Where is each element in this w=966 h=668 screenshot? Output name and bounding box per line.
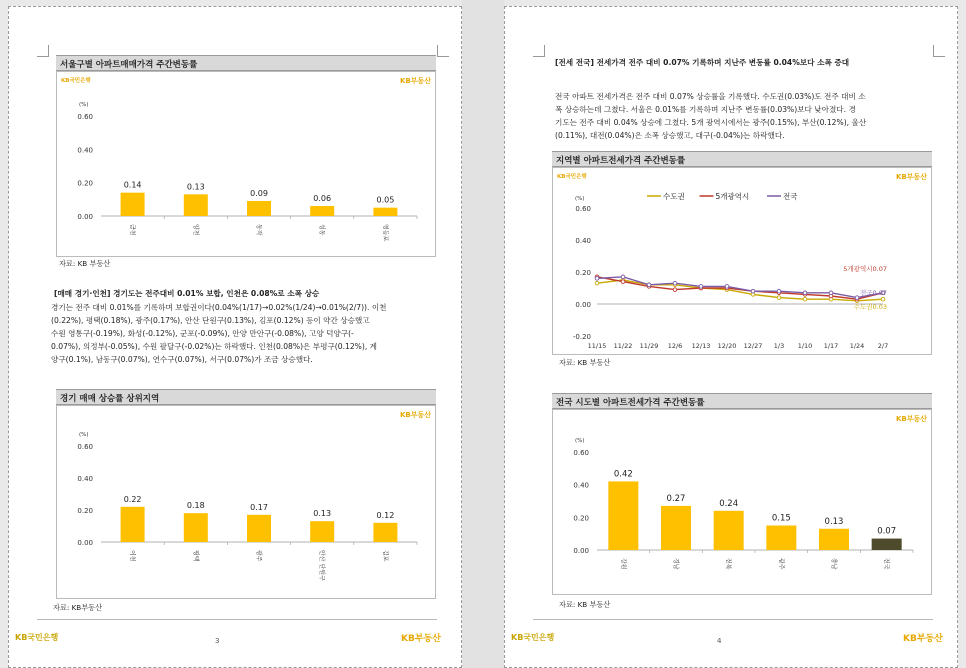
series-line xyxy=(597,277,883,299)
x-tick-label: 광주 xyxy=(255,550,262,562)
bar xyxy=(310,521,334,542)
data-label: 0.27 xyxy=(666,493,686,504)
chart4-box xyxy=(552,409,932,595)
para-line: 경기는 전주 대비 0.01%를 기록하며 보합권이다(0.04%(1/17)→0.02%(1/24)→0.01%(2/7)). 이천 xyxy=(51,303,387,312)
margin-corner-mark xyxy=(437,45,449,57)
kb-realestate-logo: KB부동산 xyxy=(895,173,927,181)
kb-realestate-logo: KB부동산 xyxy=(399,411,431,419)
y-tick-label: 0.40 xyxy=(77,475,93,483)
y-axis-unit: (%) xyxy=(79,102,89,108)
bar xyxy=(121,193,145,216)
bar xyxy=(714,511,744,550)
para-line: 수원 영통구(-0.19%), 화성(-0.12%), 군포(-0.09%), 안양 만안구(-0.08%), 고양 덕양구(- xyxy=(51,329,354,338)
series-point xyxy=(621,280,625,284)
x-tick-label: 11/22 xyxy=(613,342,633,350)
bar xyxy=(373,208,397,216)
legend-label: 전국 xyxy=(783,192,798,201)
series-point xyxy=(699,285,703,289)
page-gap xyxy=(462,0,504,668)
data-label: 0.06 xyxy=(313,194,332,203)
bar xyxy=(184,513,208,542)
data-label: 0.14 xyxy=(123,180,142,190)
series-end-label: 수도권0.03 xyxy=(853,303,887,312)
kb-realestate-logo: KB부동산 xyxy=(895,415,927,423)
y-tick-label: 0.20 xyxy=(575,269,591,277)
chart1-bar-chart xyxy=(57,72,435,256)
footer-kb-bank: KB국민은행 xyxy=(511,633,555,642)
bar xyxy=(247,515,271,542)
bar xyxy=(184,194,208,216)
data-label: 0.07 xyxy=(877,526,897,537)
chart2-bar-chart xyxy=(57,406,435,598)
y-tick-label: 0.40 xyxy=(77,146,93,155)
series-point xyxy=(777,296,781,300)
footer-kb-bank: KB국민은행 xyxy=(15,633,59,642)
footer-rule xyxy=(533,619,933,620)
series-point xyxy=(725,285,729,289)
x-tick-label: 12/27 xyxy=(743,342,763,350)
x-tick-label: 12/20 xyxy=(717,342,737,350)
series-point xyxy=(595,277,599,281)
document-page-4 xyxy=(504,6,958,668)
bar xyxy=(661,506,691,550)
legend-label: 수도권 xyxy=(663,192,685,201)
y-tick-label: 0.40 xyxy=(573,481,589,490)
x-tick-label: 1/3 xyxy=(773,342,785,350)
x-tick-label: 이천 xyxy=(128,550,136,562)
series-line xyxy=(597,277,883,298)
data-label: 0.13 xyxy=(824,516,844,527)
section-title-jeonse: [전세 전국] 전세가격 전주 대비 0.07% 기록하며 지난주 변동률 0.04%보다 소폭 증대 xyxy=(555,58,850,67)
x-tick-label: 영등포 xyxy=(381,224,389,242)
data-label: 0.05 xyxy=(376,195,395,205)
document-page-3 xyxy=(8,6,462,668)
data-label: 0.24 xyxy=(719,498,739,509)
chart4-bar-chart xyxy=(553,410,931,594)
x-tick-label: 동작 xyxy=(255,224,262,236)
chart2-heading: 경기 매매 상승률 상위지역 xyxy=(56,389,436,405)
y-tick-label: -0.20 xyxy=(572,333,591,341)
series-point xyxy=(595,281,599,285)
kb-realestate-logo: KB부동산 xyxy=(399,77,431,85)
y-tick-label: 0.20 xyxy=(77,179,93,188)
page-number: 3 xyxy=(215,637,220,645)
series-end-label: 전국0.07 xyxy=(859,288,887,297)
bar xyxy=(121,507,145,542)
y-tick-label: 0.60 xyxy=(573,449,589,457)
x-tick-label: 광주 xyxy=(777,558,785,570)
chart4-heading: 전국 시도별 아파트전세가격 주간변동률 xyxy=(552,393,932,409)
footer-kb-realestate: KB부동산 xyxy=(903,634,943,644)
data-label: 0.12 xyxy=(376,510,395,520)
chart1-source: 자료: KB 부동산 xyxy=(59,259,111,268)
y-tick-label: 0.60 xyxy=(77,443,93,451)
bar xyxy=(608,481,638,550)
x-tick-label: 경남 xyxy=(672,558,679,570)
data-label: 0.09 xyxy=(250,189,268,198)
y-tick-label: 0.00 xyxy=(77,539,93,547)
section-title-maemae: [매매 경기·인천] 경기도는 전주대비 0.01% 보합, 인천은 0.08%로 소폭 상승 xyxy=(54,289,320,298)
chart2-source: 자료: KB부동산 xyxy=(53,603,103,612)
series-point xyxy=(881,297,885,301)
para-line: (0.11%), 대전(0.04%)은 소폭 상승했고, 대구(-0.04%)는 하락했다. xyxy=(555,131,785,140)
y-axis-unit: (%) xyxy=(575,438,585,444)
bar xyxy=(373,523,397,542)
y-tick-label: 0.00 xyxy=(77,213,93,221)
bar xyxy=(819,529,849,550)
y-axis-unit: (%) xyxy=(575,196,585,202)
data-label: 0.22 xyxy=(123,494,142,504)
chart3-source: 자료: KB 부동산 xyxy=(559,358,611,367)
series-point xyxy=(803,291,807,295)
x-tick-label: 1/10 xyxy=(797,342,813,350)
y-tick-label: 0.20 xyxy=(77,507,93,515)
x-tick-label: 12/6 xyxy=(667,342,683,350)
x-tick-label: 11/29 xyxy=(639,342,659,350)
para-line: 기도는 전주 대비 0.04% 상승에 그쳤다. 5개 광역시에서는 광주(0.15%), 부산(0.12%), 울산 xyxy=(555,118,867,127)
y-tick-label: 0.00 xyxy=(575,301,591,309)
para-line: 전국 아파트 전세가격은 전주 대비 0.07% 상승률을 기록했다. 수도권(0.03%)도 전주 대비 소 xyxy=(555,92,866,101)
chart4-source: 자료: KB 부동산 xyxy=(559,600,611,609)
series-point xyxy=(621,275,625,279)
margin-corner-mark xyxy=(933,45,945,57)
footer-rule xyxy=(37,619,437,620)
chart3-heading: 지역별 아파트전세가격 주간변동률 xyxy=(552,151,932,167)
chart3-box xyxy=(552,167,932,355)
bar xyxy=(766,526,796,551)
x-tick-label: 양천 xyxy=(191,224,199,236)
y-tick-label: 0.60 xyxy=(77,113,93,121)
kb-bank-logo: KB국민은행 xyxy=(61,78,91,84)
x-tick-label: 12/13 xyxy=(691,342,711,350)
chart1-heading: 서울구별 아파트매매가격 주간변동률 xyxy=(56,55,436,71)
chart2-box xyxy=(56,405,436,599)
series-point xyxy=(673,288,677,292)
footer-kb-realestate: KB부동산 xyxy=(401,634,441,644)
x-tick-label: 안산 단원구 xyxy=(318,550,326,581)
y-tick-label: 0.40 xyxy=(575,237,591,245)
margin-corner-mark xyxy=(533,45,545,57)
data-label: 0.13 xyxy=(313,509,332,519)
series-point xyxy=(803,297,807,301)
page-number: 4 xyxy=(717,637,722,645)
data-label: 0.15 xyxy=(771,513,791,524)
data-label: 0.13 xyxy=(186,182,205,192)
x-tick-label: 성동 xyxy=(318,224,326,236)
series-point xyxy=(751,289,755,293)
x-tick-label: 전북 xyxy=(724,558,732,570)
data-label: 0.17 xyxy=(250,502,268,512)
y-tick-label: 0.00 xyxy=(573,547,589,555)
series-point xyxy=(777,289,781,293)
x-tick-label: 2/7 xyxy=(877,342,889,350)
chart1-box xyxy=(56,71,436,257)
bar xyxy=(872,539,902,550)
x-tick-label: 충남 xyxy=(830,558,837,570)
bar xyxy=(310,206,334,216)
chart3-line-chart xyxy=(553,168,931,354)
margin-corner-mark xyxy=(37,45,49,57)
x-tick-label: 금천 xyxy=(128,224,136,236)
series-end-label: 5개광역시0.07 xyxy=(843,264,887,273)
para-line: 0.07%), 의정부(-0.05%), 수원 팔달구(-0.02%)는 하락했다. 인천(0.08%)은 부평구(0.12%), 계 xyxy=(51,342,378,351)
series-point xyxy=(647,283,651,287)
x-tick-label: 강원 xyxy=(619,558,627,570)
x-tick-label: 평택 xyxy=(191,550,199,562)
y-tick-label: 0.20 xyxy=(573,514,589,523)
para-line: (0.22%), 평택(0.18%), 광주(0.17%), 안산 단원구(0.13%), 김포(0.12%) 등이 약간 상승했고 xyxy=(51,316,370,325)
legend-label: 5개광역시 xyxy=(715,192,750,201)
para-line: 양구(0.1%), 남동구(0.07%), 연수구(0.07%), 서구(0.07%)가 조금 상승했다. xyxy=(51,355,313,364)
kb-bank-logo: KB국민은행 xyxy=(557,174,587,180)
x-tick-label: 1/24 xyxy=(849,342,865,350)
data-label: 0.42 xyxy=(613,469,633,480)
series-point xyxy=(855,296,859,300)
x-tick-label: 전국 xyxy=(882,558,890,570)
x-tick-label: 김포 xyxy=(381,550,389,562)
bar xyxy=(247,201,271,216)
x-tick-label: 11/15 xyxy=(587,342,607,350)
y-axis-unit: (%) xyxy=(79,432,89,438)
series-point xyxy=(829,291,833,295)
y-tick-label: 0.60 xyxy=(575,205,591,213)
data-label: 0.18 xyxy=(186,501,205,511)
x-tick-label: 1/17 xyxy=(823,342,839,350)
series-point xyxy=(673,281,677,285)
para-line: 폭 상승하는데 그쳤다. 서울은 0.01%를 기록하며 지난주 변동률(0.03%)보다 낮아졌다. 경 xyxy=(555,105,856,114)
